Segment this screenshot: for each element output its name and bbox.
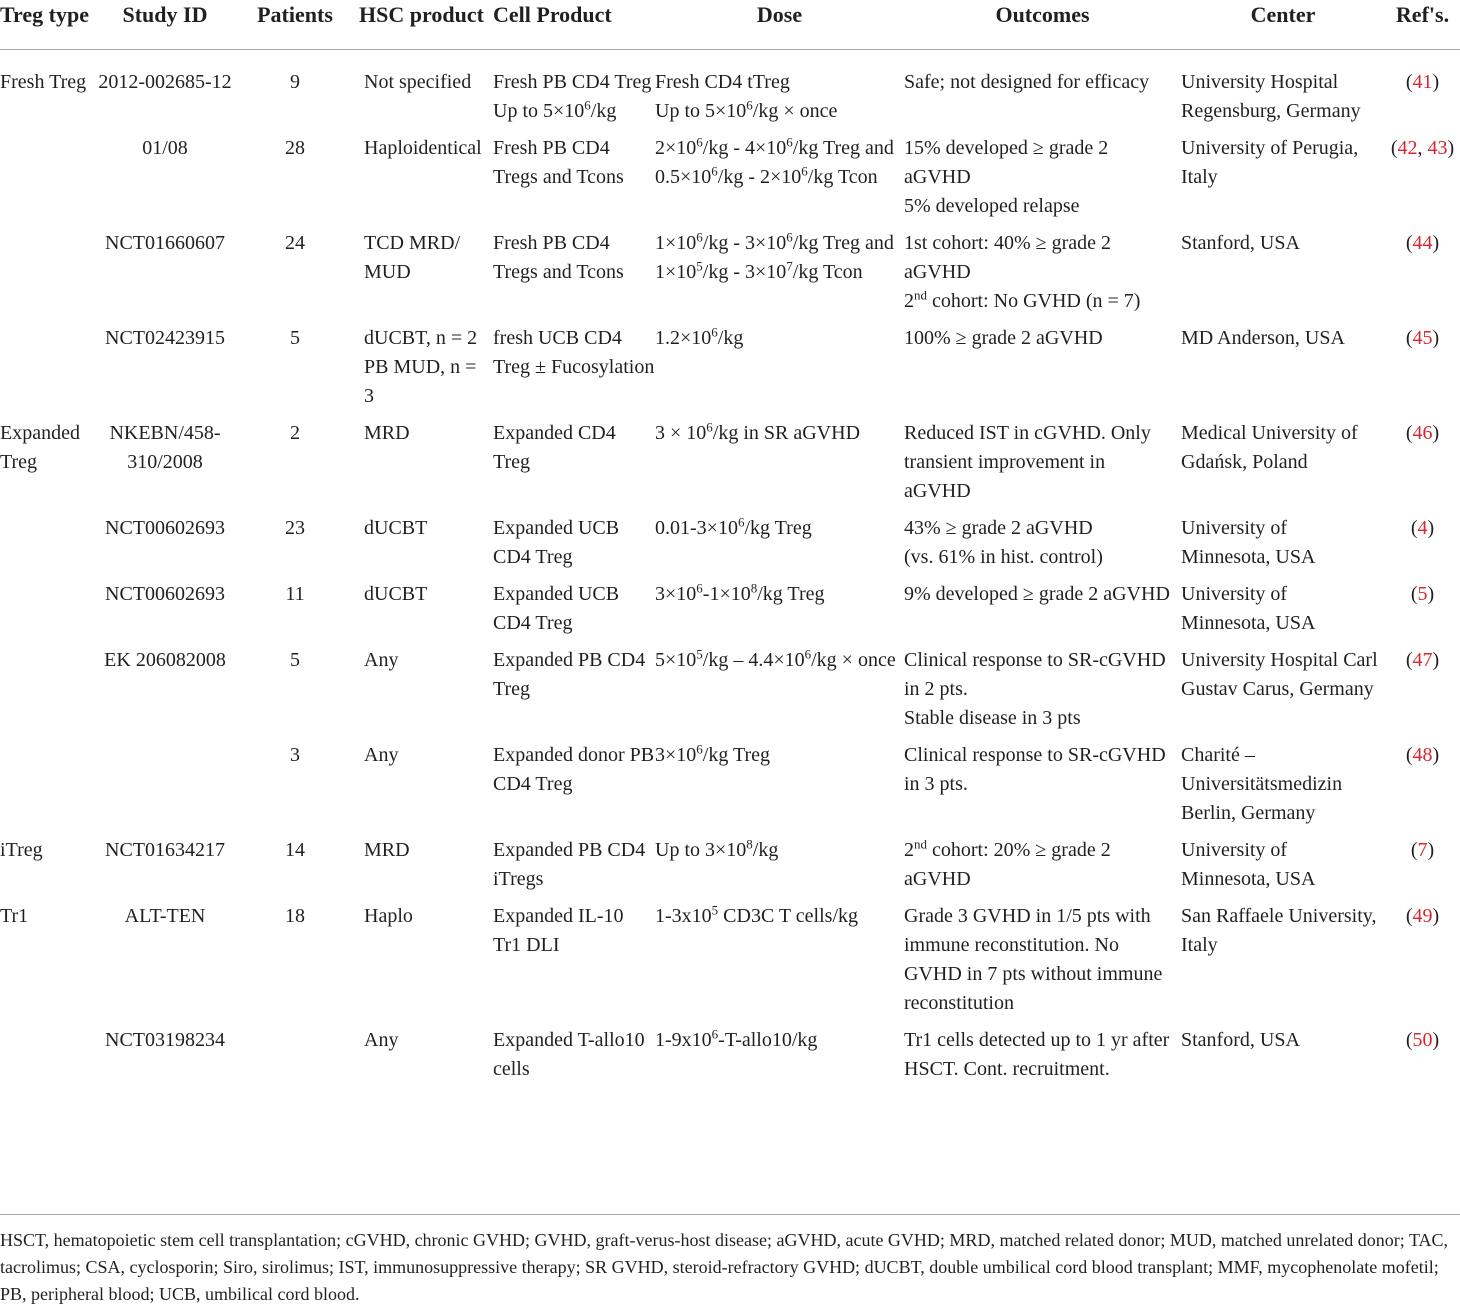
cell-center: San Raffaele University, Italy <box>1181 905 1377 956</box>
text-segment: /kg - 3×10 <box>702 261 787 283</box>
cell-treg-type: Expanded Treg <box>0 422 80 473</box>
cell-study-id: 01/08 <box>142 137 188 159</box>
superscript: 6 <box>696 134 703 150</box>
cell-treg-type <box>0 1026 90 1092</box>
text-segment: ) <box>1432 327 1440 349</box>
text-segment: Fresh CD4 tTreg <box>655 71 790 93</box>
cell-patients: 14 <box>285 839 305 861</box>
table-row <box>0 229 1460 324</box>
cell-patients: 2 <box>290 422 300 444</box>
cell-treg-type <box>0 514 90 580</box>
text-segment: Expanded CD4 Treg <box>493 422 616 473</box>
cell-study-id: NCT00602693 <box>105 517 225 539</box>
text-segment: ) <box>1432 71 1440 93</box>
table-row <box>0 419 1460 514</box>
reference-link[interactable]: 50 <box>1412 1029 1433 1051</box>
text-segment: ( <box>1405 232 1413 254</box>
text-segment: ( <box>1405 422 1413 444</box>
cell-refs <box>1385 741 1460 836</box>
text-segment: cohort: No GVHD (n = 7) <box>927 290 1141 312</box>
text-segment: Safe; not designed for efficacy <box>904 71 1150 93</box>
cell-outcomes <box>904 514 1181 580</box>
text-segment: 1-9x10 <box>655 1029 712 1051</box>
cell-patients: 28 <box>285 137 305 159</box>
header-treg-type: Treg type <box>0 2 89 27</box>
superscript: nd <box>914 287 927 303</box>
cell-outcomes <box>904 1026 1181 1092</box>
cell-patients: 18 <box>285 905 305 927</box>
superscript: 6 <box>786 229 793 245</box>
text-segment: ) <box>1432 649 1440 671</box>
text-segment: 2×10 <box>655 137 697 159</box>
text-segment: /kg Tcon <box>807 166 878 188</box>
text-segment: Expanded UCB CD4 Treg <box>493 583 620 634</box>
cell-dose <box>655 741 904 836</box>
cell-study-id: NCT01660607 <box>105 232 225 254</box>
cell-dose <box>655 1026 904 1092</box>
text-segment: Expanded T-allo10 cells <box>493 1029 645 1080</box>
cell-product <box>493 741 655 836</box>
cell-patients: 11 <box>285 583 305 605</box>
cell-study-id: NKEBN/458-310/2008 <box>109 422 221 473</box>
cell-center: University of Minnesota, USA <box>1181 583 1316 634</box>
text-segment: 0.01-3×10 <box>655 517 738 539</box>
reference-link[interactable]: 42 <box>1397 137 1418 159</box>
cell-study-id: NCT02423915 <box>105 327 225 349</box>
table-row <box>0 324 1460 419</box>
cell-hsc-product: MRD <box>364 422 410 444</box>
text-segment: /kg × once <box>752 100 838 122</box>
text-segment: ( <box>1410 583 1418 605</box>
text-segment: 43% ≥ grade 2 aGVHD <box>904 517 1093 539</box>
cell-center: University of Minnesota, USA <box>1181 839 1316 890</box>
text-segment: Fresh PB CD4 Tregs and Tcons <box>493 232 624 283</box>
cell-dose <box>655 229 904 324</box>
cell-product <box>493 50 655 135</box>
cell-dose <box>655 50 904 135</box>
table-row <box>0 741 1460 836</box>
cell-dose <box>655 514 904 580</box>
text-segment: Grade 3 GVHD in 1/5 pts with immune reconstitution. No GVHD in 7 pts without immune reconstitution <box>904 905 1163 1014</box>
cell-study-id: ALT-TEN <box>124 905 206 927</box>
text-segment: Expanded donor PB CD4 Treg <box>493 744 655 795</box>
cell-outcomes <box>904 580 1181 646</box>
cell-refs <box>1385 646 1460 741</box>
reference-link[interactable]: 48 <box>1412 744 1433 766</box>
cell-product <box>493 580 655 646</box>
cell-product <box>493 1026 655 1092</box>
text-segment: Clinical response to SR-cGVHD in 3 pts. <box>904 744 1166 795</box>
cell-outcomes <box>904 741 1181 836</box>
cell-center: Charité – Universitätsmedizin Berlin, Germany <box>1181 744 1343 824</box>
cell-patients <box>240 1026 350 1092</box>
cell-center: University of Perugia, Italy <box>1181 137 1359 188</box>
header-patients: Patients <box>257 2 333 27</box>
cell-refs <box>1385 514 1460 580</box>
text-segment: ( <box>1405 905 1413 927</box>
text-segment: /kg <box>590 100 617 122</box>
cell-dose <box>655 646 904 741</box>
text-segment: /kg × once <box>811 649 896 671</box>
text-segment: /kg Treg <box>757 583 825 605</box>
text-segment: Tr1 cells detected up to 1 yr after HSCT. Cont. recruitment. <box>904 1029 1170 1080</box>
cell-treg-type: iTreg <box>0 839 43 861</box>
table-row <box>0 646 1460 741</box>
text-segment: 2 <box>904 290 914 312</box>
table-row <box>0 836 1460 902</box>
header-hsc-product: HSC product <box>359 2 484 27</box>
text-segment: ) <box>1432 905 1440 927</box>
cell-product <box>493 324 655 419</box>
text-segment: ( <box>1405 649 1413 671</box>
header-dose: Dose <box>756 2 803 27</box>
cell-treg-type: Tr1 <box>0 905 29 927</box>
cell-center: Medical University of Gdańsk, Poland <box>1181 422 1358 473</box>
cell-treg-type <box>0 646 90 741</box>
cell-refs <box>1385 580 1460 646</box>
cell-refs <box>1385 836 1460 902</box>
text-segment: Expanded PB CD4 Treg <box>493 649 646 700</box>
text-segment: Expanded PB CD4 iTregs <box>493 839 646 890</box>
cell-dose <box>655 902 904 1026</box>
header-center: Center <box>1250 2 1316 27</box>
cell-study-id <box>90 741 240 836</box>
text-segment: /kg - 2×10 <box>717 166 802 188</box>
cell-outcomes <box>904 836 1181 902</box>
reference-link[interactable]: 43 <box>1427 137 1448 159</box>
cell-outcomes <box>904 50 1181 135</box>
text-segment: Expanded UCB CD4 Treg <box>493 517 620 568</box>
text-segment: Expanded IL-10 Tr1 DLI <box>493 905 624 956</box>
superscript: 6 <box>584 97 591 113</box>
text-segment: 9% developed ≥ grade 2 aGVHD <box>904 583 1170 605</box>
text-segment: Up to 5×10 <box>655 100 747 122</box>
text-segment: /kg Treg and 0.5×10 <box>655 137 894 188</box>
text-segment: /kg - 3×10 <box>702 232 787 254</box>
text-segment: 3×10 <box>655 583 697 605</box>
cell-study-id: NCT01634217 <box>105 839 225 861</box>
cell-product <box>493 134 655 229</box>
cell-refs <box>1385 134 1460 229</box>
reference-link[interactable]: 47 <box>1412 649 1433 671</box>
text-segment: fresh UCB CD4 Treg ± Fucosylation <box>493 327 655 378</box>
cell-hsc-product: Haplo <box>364 905 413 927</box>
cell-hsc-product: Any <box>364 1029 399 1051</box>
text-segment: ) <box>1432 1029 1440 1051</box>
text-segment: 15% developed ≥ grade 2 aGVHD <box>904 137 1109 188</box>
text-segment: Fresh PB CD4 Treg Up to 5×10 <box>493 71 652 122</box>
text-segment: /kg Treg <box>744 517 812 539</box>
table-row <box>0 580 1460 646</box>
cell-hsc-product: MRD <box>364 839 410 861</box>
cell-product <box>493 419 655 514</box>
text-segment: 3×10 <box>655 744 697 766</box>
cell-treg-type <box>0 741 90 836</box>
text-segment: Reduced IST in cGVHD. Only transient improvement in aGVHD <box>904 422 1151 502</box>
cell-outcomes <box>904 324 1181 419</box>
cell-refs <box>1385 419 1460 514</box>
text-segment: /kg Treg <box>702 744 771 766</box>
text-segment: ) <box>1427 839 1435 861</box>
text-segment: 3 × 10 <box>655 422 707 444</box>
cell-product <box>493 836 655 902</box>
header-cell-product: Cell Product <box>493 2 612 27</box>
text-segment: ( <box>1410 839 1418 861</box>
cell-hsc-product: dUCBT <box>364 583 428 605</box>
superscript: 6 <box>746 97 753 113</box>
cell-dose <box>655 836 904 902</box>
cell-outcomes <box>904 646 1181 741</box>
cell-treg-type: Fresh Treg <box>0 71 87 93</box>
text-segment: 2 <box>904 839 914 861</box>
cell-dose <box>655 324 904 419</box>
cell-patients: 5 <box>290 327 300 349</box>
cell-patients: 3 <box>290 744 300 766</box>
cell-refs <box>1385 229 1460 324</box>
reference-link[interactable]: 7 <box>1417 839 1428 861</box>
superscript: 6 <box>711 324 718 340</box>
cell-refs <box>1385 50 1460 135</box>
table-row <box>0 1026 1460 1092</box>
table-row <box>0 902 1460 1026</box>
cell-treg-type <box>0 229 90 324</box>
superscript: 6 <box>696 229 703 245</box>
footnote-text: HSCT, hematopoietic stem cell transplantation; cGVHD, chronic GVHD; GVHD, graft-verus-host disease; aGVHD, acute GVHD; MRD, matched related donor; MUD, matched unrelated donor; TAC, tacrolimus; CSA, cyclosporin; Siro, sirolimus; IST, immunosuppressive therapy; SR GVHD, steroid-refractory GVHD; dUCBT, double umbilical cord blood transplant; MMF, mycophenolate mofetil; PB, peripheral blood; UCB, umbilical cord blood. <box>0 1230 1449 1304</box>
cell-center: University Hospital Carl Gustav Carus, Germany <box>1181 649 1378 700</box>
superscript: 5 <box>696 646 703 662</box>
reference-link[interactable]: 49 <box>1412 905 1433 927</box>
text-segment: ) <box>1427 583 1435 605</box>
reference-link[interactable]: 5 <box>1417 583 1428 605</box>
cell-hsc-product: Any <box>364 744 399 766</box>
table-row <box>0 134 1460 229</box>
header-study-id: Study ID <box>122 2 208 27</box>
superscript: 6 <box>786 134 793 150</box>
cell-outcomes <box>904 134 1181 229</box>
cell-hsc-product: TCD MRD/ MUD <box>364 232 461 283</box>
text-segment: CD3C T cells/kg <box>718 905 858 927</box>
superscript: 7 <box>786 258 793 274</box>
header-outcomes: Outcomes <box>995 2 1090 27</box>
cell-dose <box>655 419 904 514</box>
cell-center: University Hospital Regensburg, Germany <box>1181 71 1361 122</box>
cell-product <box>493 902 655 1026</box>
reference-link[interactable]: 41 <box>1412 71 1433 93</box>
text-segment: -1×10 <box>702 583 751 605</box>
superscript: 5 <box>711 902 719 918</box>
reference-link[interactable]: 4 <box>1417 517 1428 539</box>
text-segment: ( <box>1405 744 1413 766</box>
cell-study-id: 2012-002685-12 <box>98 71 232 93</box>
text-segment: (vs. 61% in hist. control) <box>904 546 1103 568</box>
cell-dose <box>655 580 904 646</box>
reference-link[interactable]: 46 <box>1412 422 1433 444</box>
cell-study-id: NCT03198234 <box>105 1029 225 1051</box>
text-segment: Fresh PB CD4 Tregs and Tcons <box>493 137 624 188</box>
text-segment: ) <box>1432 744 1440 766</box>
text-segment: 1st cohort: 40% ≥ grade 2 aGVHD <box>904 232 1112 283</box>
cell-product <box>493 229 655 324</box>
table-header-row <box>0 0 1460 50</box>
cell-hsc-product: Haploidentical <box>364 137 482 159</box>
cell-dose <box>655 134 904 229</box>
text-segment: 1-3x10 <box>655 905 712 927</box>
table-row <box>0 50 1460 135</box>
superscript: 8 <box>746 836 753 852</box>
text-segment: 1×10 <box>655 232 697 254</box>
superscript: 8 <box>750 580 758 596</box>
cell-outcomes <box>904 229 1181 324</box>
cell-center: University of Minnesota, USA <box>1181 517 1316 568</box>
text-segment: /kg – 4.4×10 <box>702 649 805 671</box>
text-segment: 100% ≥ grade 2 aGVHD <box>904 327 1103 349</box>
cell-hsc-product: dUCBT <box>364 517 428 539</box>
superscript: 6 <box>801 163 808 179</box>
table-footnote <box>0 1214 1460 1308</box>
superscript: 6 <box>696 741 703 757</box>
text-segment: ) <box>1427 517 1435 539</box>
cell-treg-type <box>0 324 90 419</box>
superscript: nd <box>914 836 927 852</box>
cell-product <box>493 646 655 741</box>
table-body <box>0 50 1460 1093</box>
cell-patients: 9 <box>290 71 300 93</box>
text-segment: /kg <box>717 327 744 349</box>
text-segment: , <box>1417 137 1428 159</box>
text-segment: ) <box>1432 232 1440 254</box>
text-segment: /kg <box>752 839 779 861</box>
text-segment: -T-allo10/kg <box>718 1029 818 1051</box>
text-segment: 5×10 <box>655 649 697 671</box>
text-segment: 5% developed relapse <box>904 195 1080 217</box>
text-segment: ) <box>1447 137 1455 159</box>
text-segment: 1.2×10 <box>655 327 712 349</box>
cell-study-id: EK 206082008 <box>104 649 226 671</box>
cell-hsc-product: dUCBT, n = 2 PB MUD, n = 3 <box>364 327 478 407</box>
cell-outcomes <box>904 419 1181 514</box>
text-segment: Clinical response to SR-cGVHD in 2 pts. <box>904 649 1166 700</box>
text-segment: /kg Treg and 1×10 <box>655 232 894 283</box>
text-segment: /kg in SR aGVHD <box>712 422 861 444</box>
superscript: 6 <box>711 163 718 179</box>
cell-hsc-product: Any <box>364 649 399 671</box>
text-segment: cohort: 20% ≥ grade 2 aGVHD <box>904 839 1111 890</box>
text-segment: ( <box>1405 327 1413 349</box>
cell-patients: 24 <box>285 232 305 254</box>
cell-patients: 5 <box>290 649 300 671</box>
cell-hsc-product: Not specified <box>364 71 472 93</box>
cell-refs <box>1385 1026 1460 1092</box>
cell-center: Stanford, USA <box>1181 232 1300 254</box>
text-segment: ( <box>1405 71 1413 93</box>
table-row <box>0 514 1460 580</box>
superscript: 6 <box>737 514 745 530</box>
text-segment: Up to 3×10 <box>655 839 747 861</box>
cell-refs <box>1385 902 1460 1026</box>
cell-outcomes <box>904 902 1181 1026</box>
superscript: 6 <box>711 1026 719 1042</box>
text-segment: ) <box>1432 422 1440 444</box>
cell-treg-type <box>0 580 90 646</box>
text-segment: /kg - 4×10 <box>702 137 787 159</box>
superscript: 5 <box>696 258 703 274</box>
cell-product <box>493 514 655 580</box>
text-segment: Stable disease in 3 pts <box>904 707 1081 729</box>
reference-link[interactable]: 44 <box>1412 232 1433 254</box>
text-segment: ( <box>1390 137 1398 159</box>
text-segment: ( <box>1410 517 1418 539</box>
text-segment: /kg Tcon <box>792 261 863 283</box>
superscript: 6 <box>706 419 713 435</box>
cell-patients: 23 <box>285 517 305 539</box>
cell-refs <box>1385 324 1460 419</box>
superscript: 6 <box>696 580 703 596</box>
cell-center: MD Anderson, USA <box>1181 327 1345 349</box>
cell-treg-type <box>0 134 90 229</box>
cell-study-id: NCT00602693 <box>105 583 225 605</box>
cell-center: Stanford, USA <box>1181 1029 1300 1051</box>
superscript: 6 <box>804 646 812 662</box>
reference-link[interactable]: 45 <box>1412 327 1433 349</box>
text-segment: ( <box>1405 1029 1413 1051</box>
header-refs: Ref's. <box>1395 2 1450 27</box>
